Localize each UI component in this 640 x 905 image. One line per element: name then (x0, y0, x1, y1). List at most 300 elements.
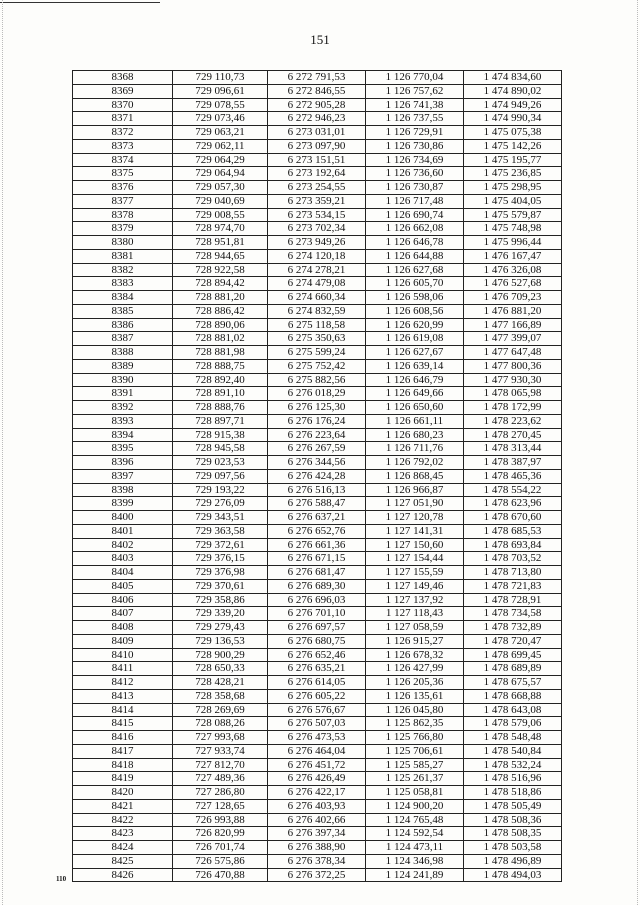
table-cell: 8404 (73, 566, 173, 580)
table-row (73, 786, 562, 800)
table-cell: 727 128,65 (173, 799, 268, 813)
coordinates-table (72, 70, 562, 882)
table-cell: 6 272 905,28 (268, 98, 366, 112)
table-cell: 1 127 058,59 (366, 621, 464, 635)
table-row (73, 401, 562, 415)
table-cell: 1 126 650,60 (366, 401, 464, 415)
table-cell: 1 476 167,47 (464, 249, 562, 263)
table-cell: 8415 (73, 717, 173, 731)
table-cell: 8388 (73, 346, 173, 360)
table-cell: 6 275 752,42 (268, 359, 366, 373)
table-cell: 1 126 662,08 (366, 222, 464, 236)
table-row (73, 621, 562, 635)
table-cell: 1 126 646,79 (366, 373, 464, 387)
table-cell: 6 276 267,59 (268, 442, 366, 456)
table-cell: 729 097,56 (173, 469, 268, 483)
table-cell: 728 881,98 (173, 346, 268, 360)
table-cell: 8383 (73, 277, 173, 291)
table-cell: 1 475 996,44 (464, 236, 562, 250)
table-row (73, 98, 562, 112)
table-cell: 1 478 675,57 (464, 676, 562, 690)
table-cell: 729 064,29 (173, 153, 268, 167)
table-cell: 6 276 507,03 (268, 717, 366, 731)
table-cell: 1 478 172,99 (464, 401, 562, 415)
table-cell: 6 276 422,17 (268, 786, 366, 800)
table-cell: 8425 (73, 854, 173, 868)
table-cell: 729 062,11 (173, 139, 268, 153)
table-row (73, 524, 562, 538)
table-cell: 6 276 018,29 (268, 387, 366, 401)
table-row (73, 552, 562, 566)
table-cell: 1 125 706,61 (366, 744, 464, 758)
table-cell: 6 275 599,24 (268, 346, 366, 360)
table-row (73, 139, 562, 153)
table-cell: 6 275 882,56 (268, 373, 366, 387)
table-row (73, 249, 562, 263)
table-cell: 729 376,98 (173, 566, 268, 580)
table-row (73, 648, 562, 662)
table-cell: 1 126 646,78 (366, 236, 464, 250)
table-cell: 1 126 620,99 (366, 318, 464, 332)
table-row (73, 222, 562, 236)
table-cell: 1 127 141,31 (366, 524, 464, 538)
table-cell: 6 274 479,08 (268, 277, 366, 291)
table-cell: 728 881,02 (173, 332, 268, 346)
table-row (73, 387, 562, 401)
table-cell: 728 650,33 (173, 662, 268, 676)
table-cell: 728 915,38 (173, 428, 268, 442)
table-cell: 6 276 681,47 (268, 566, 366, 580)
table-cell: 1 478 387,97 (464, 456, 562, 470)
table-row (73, 126, 562, 140)
table-cell: 1 478 494,03 (464, 868, 562, 882)
table-cell: 1 126 649,66 (366, 387, 464, 401)
table-cell: 729 023,53 (173, 456, 268, 470)
table-cell: 1 126 729,91 (366, 126, 464, 140)
table-cell: 1 127 120,78 (366, 511, 464, 525)
table-cell: 1 475 748,98 (464, 222, 562, 236)
table-cell: 1 478 548,48 (464, 731, 562, 745)
table-cell: 1 126 619,08 (366, 332, 464, 346)
table-cell: 726 701,74 (173, 841, 268, 855)
table-cell: 1 124 473,11 (366, 841, 464, 855)
table-row (73, 731, 562, 745)
table-cell: 6 276 680,75 (268, 634, 366, 648)
table-cell: 8377 (73, 194, 173, 208)
table-cell: 8375 (73, 167, 173, 181)
table-cell: 8373 (73, 139, 173, 153)
table-cell: 1 478 728,91 (464, 593, 562, 607)
table-cell: 8402 (73, 538, 173, 552)
table-cell: 1 126 598,06 (366, 291, 464, 305)
table-cell: 6 273 031,01 (268, 126, 366, 140)
table-cell: 6 273 097,90 (268, 139, 366, 153)
table-cell: 6 273 949,26 (268, 236, 366, 250)
table-cell: 1 478 518,86 (464, 786, 562, 800)
table-row (73, 497, 562, 511)
table-cell: 1 125 585,27 (366, 758, 464, 772)
table-cell: 8426 (73, 868, 173, 882)
table-cell: 1 478 693,84 (464, 538, 562, 552)
table-cell: 728 088,26 (173, 717, 268, 731)
table-cell: 6 276 652,46 (268, 648, 366, 662)
table-cell: 6 276 372,25 (268, 868, 366, 882)
table-cell: 8400 (73, 511, 173, 525)
table-cell: 6 273 151,51 (268, 153, 366, 167)
table-row (73, 359, 562, 373)
table-cell: 1 475 579,87 (464, 208, 562, 222)
table-cell: 6 276 635,21 (268, 662, 366, 676)
table-cell: 8389 (73, 359, 173, 373)
table-cell: 6 276 344,56 (268, 456, 366, 470)
table-cell: 6 276 473,53 (268, 731, 366, 745)
table-cell: 6 276 402,66 (268, 813, 366, 827)
table-row (73, 689, 562, 703)
table-cell: 729 376,15 (173, 552, 268, 566)
table-cell: 728 881,20 (173, 291, 268, 305)
table-cell: 1 475 404,05 (464, 194, 562, 208)
table-cell: 1 126 608,56 (366, 304, 464, 318)
top-rule (0, 2, 160, 3)
table-cell: 6 276 378,34 (268, 854, 366, 868)
table-cell: 1 126 770,04 (366, 71, 464, 85)
table-cell: 728 428,21 (173, 676, 268, 690)
table-cell: 729 370,61 (173, 579, 268, 593)
table-cell: 1 478 668,88 (464, 689, 562, 703)
table-cell: 1 478 313,44 (464, 442, 562, 456)
table-cell: 6 274 660,34 (268, 291, 366, 305)
table-cell: 6 276 176,24 (268, 414, 366, 428)
table-cell: 727 489,36 (173, 772, 268, 786)
table-row (73, 428, 562, 442)
table-row (73, 634, 562, 648)
table-cell: 1 478 496,89 (464, 854, 562, 868)
table-cell: 8412 (73, 676, 173, 690)
table-cell: 6 273 534,15 (268, 208, 366, 222)
table-cell: 729 136,53 (173, 634, 268, 648)
table-row (73, 346, 562, 360)
table-cell: 8395 (73, 442, 173, 456)
table-cell: 728 888,76 (173, 401, 268, 415)
table-cell: 1 125 766,80 (366, 731, 464, 745)
table-row (73, 854, 562, 868)
table-cell: 8393 (73, 414, 173, 428)
table-row (73, 304, 562, 318)
table-cell: 728 897,71 (173, 414, 268, 428)
table-cell: 1 126 915,27 (366, 634, 464, 648)
table-cell: 8387 (73, 332, 173, 346)
table-cell: 1 127 118,43 (366, 607, 464, 621)
table-cell: 6 276 701,10 (268, 607, 366, 621)
table-row (73, 607, 562, 621)
table-cell: 1 126 644,88 (366, 249, 464, 263)
table-cell: 6 272 946,23 (268, 112, 366, 126)
table-row (73, 208, 562, 222)
table-cell: 1 476 326,08 (464, 263, 562, 277)
table-cell: 8394 (73, 428, 173, 442)
table-cell: 1 126 661,11 (366, 414, 464, 428)
table-cell: 1 126 680,23 (366, 428, 464, 442)
table-cell: 8399 (73, 497, 173, 511)
table-cell: 6 276 689,30 (268, 579, 366, 593)
table-cell: 1 478 720,47 (464, 634, 562, 648)
table-cell: 729 339,20 (173, 607, 268, 621)
table-cell: 728 900,29 (173, 648, 268, 662)
table-row (73, 717, 562, 731)
table-cell: 6 276 576,67 (268, 703, 366, 717)
table-cell: 6 276 451,72 (268, 758, 366, 772)
table-cell: 8422 (73, 813, 173, 827)
table-cell: 1 126 730,87 (366, 181, 464, 195)
table-cell: 6 272 791,53 (268, 71, 366, 85)
table-cell: 6 276 223,64 (268, 428, 366, 442)
table-cell: 726 575,86 (173, 854, 268, 868)
table-cell: 1 475 075,38 (464, 126, 562, 140)
table-cell: 1 478 065,98 (464, 387, 562, 401)
table-cell: 6 276 661,36 (268, 538, 366, 552)
table-cell: 8409 (73, 634, 173, 648)
table-cell: 1 126 734,69 (366, 153, 464, 167)
table-cell: 728 886,42 (173, 304, 268, 318)
table-cell: 1 474 949,26 (464, 98, 562, 112)
table-cell: 727 286,80 (173, 786, 268, 800)
table-row (73, 167, 562, 181)
table-cell: 1 126 711,76 (366, 442, 464, 456)
table-cell: 8386 (73, 318, 173, 332)
table-cell: 8414 (73, 703, 173, 717)
table-cell: 8413 (73, 689, 173, 703)
table-cell: 1 478 540,84 (464, 744, 562, 758)
table-cell: 728 269,69 (173, 703, 268, 717)
table-row (73, 469, 562, 483)
table-cell: 1 475 298,95 (464, 181, 562, 195)
table-cell: 8376 (73, 181, 173, 195)
footer-mark: 110 (56, 875, 67, 883)
table-cell: 726 470,88 (173, 868, 268, 882)
table-cell: 8380 (73, 236, 173, 250)
table-cell: 6 274 278,21 (268, 263, 366, 277)
table-row (73, 703, 562, 717)
table-cell: 8398 (73, 483, 173, 497)
table-cell: 8384 (73, 291, 173, 305)
table-cell: 1 478 465,36 (464, 469, 562, 483)
table-cell: 728 358,68 (173, 689, 268, 703)
table-cell: 6 273 359,21 (268, 194, 366, 208)
table-row (73, 263, 562, 277)
table-row (73, 194, 562, 208)
table-cell: 6 276 426,49 (268, 772, 366, 786)
table-cell: 1 477 800,36 (464, 359, 562, 373)
table-cell: 6 276 671,15 (268, 552, 366, 566)
table-cell: 1 478 270,45 (464, 428, 562, 442)
table-cell: 1 127 149,46 (366, 579, 464, 593)
table-cell: 6 276 388,90 (268, 841, 366, 855)
table-row (73, 676, 562, 690)
table-row (73, 112, 562, 126)
table-cell: 1 124 592,54 (366, 827, 464, 841)
table-cell: 727 993,68 (173, 731, 268, 745)
table-cell: 1 126 678,32 (366, 648, 464, 662)
table-cell: 8382 (73, 263, 173, 277)
table-cell: 1 127 137,92 (366, 593, 464, 607)
table-cell: 1 474 834,60 (464, 71, 562, 85)
table-cell: 1 126 427,99 (366, 662, 464, 676)
table-row (73, 799, 562, 813)
table-cell: 8391 (73, 387, 173, 401)
table-row (73, 332, 562, 346)
table-row (73, 758, 562, 772)
table-row (73, 579, 562, 593)
table-cell: 1 478 223,62 (464, 414, 562, 428)
table-row (73, 153, 562, 167)
table-cell: 1 478 579,06 (464, 717, 562, 731)
table-cell: 8418 (73, 758, 173, 772)
table-cell: 8423 (73, 827, 173, 841)
table-cell: 729 063,21 (173, 126, 268, 140)
table-cell: 8374 (73, 153, 173, 167)
table-cell: 728 974,70 (173, 222, 268, 236)
table-cell: 1 477 399,07 (464, 332, 562, 346)
table-cell: 728 890,06 (173, 318, 268, 332)
table-cell: 1 478 699,45 (464, 648, 562, 662)
table-cell: 1 126 627,68 (366, 263, 464, 277)
table-cell: 1 125 862,35 (366, 717, 464, 731)
table-row (73, 868, 562, 882)
table-cell: 1 478 732,89 (464, 621, 562, 635)
table-row (73, 662, 562, 676)
table-cell: 1 126 627,67 (366, 346, 464, 360)
table-cell: 1 126 736,60 (366, 167, 464, 181)
table-cell: 728 888,75 (173, 359, 268, 373)
table-cell: 1 477 930,30 (464, 373, 562, 387)
table-cell: 8419 (73, 772, 173, 786)
table-cell: 6 276 125,30 (268, 401, 366, 415)
table-cell: 8411 (73, 662, 173, 676)
table-cell: 6 272 846,55 (268, 84, 366, 98)
table-row (73, 373, 562, 387)
table-cell: 729 078,55 (173, 98, 268, 112)
table-cell: 1 478 689,89 (464, 662, 562, 676)
table-cell: 1 478 554,22 (464, 483, 562, 497)
table-cell: 1 478 685,53 (464, 524, 562, 538)
table-cell: 6 276 516,13 (268, 483, 366, 497)
table-cell: 8421 (73, 799, 173, 813)
table-cell: 729 008,55 (173, 208, 268, 222)
table-cell: 1 126 757,62 (366, 84, 464, 98)
table-cell: 8417 (73, 744, 173, 758)
table-cell: 1 124 900,20 (366, 799, 464, 813)
table-row (73, 483, 562, 497)
table-cell: 8406 (73, 593, 173, 607)
table-row (73, 277, 562, 291)
table-cell: 8370 (73, 98, 173, 112)
table-row (73, 318, 562, 332)
table-cell: 8403 (73, 552, 173, 566)
table-row (73, 841, 562, 855)
table-cell: 1 478 643,08 (464, 703, 562, 717)
table-cell: 727 933,74 (173, 744, 268, 758)
table-cell: 1 126 717,48 (366, 194, 464, 208)
table-cell: 1 126 205,36 (366, 676, 464, 690)
table-row (73, 71, 562, 85)
table-cell: 727 812,70 (173, 758, 268, 772)
table-cell: 6 274 832,59 (268, 304, 366, 318)
table-cell: 728 944,65 (173, 249, 268, 263)
table-cell: 1 474 890,02 (464, 84, 562, 98)
table-row (73, 442, 562, 456)
table-cell: 6 276 652,76 (268, 524, 366, 538)
table-cell: 726 993,88 (173, 813, 268, 827)
table-cell: 729 040,69 (173, 194, 268, 208)
table-cell: 728 951,81 (173, 236, 268, 250)
table-cell: 8396 (73, 456, 173, 470)
table-cell: 8381 (73, 249, 173, 263)
table-cell: 1 476 527,68 (464, 277, 562, 291)
table-cell: 729 096,61 (173, 84, 268, 98)
table-cell: 8401 (73, 524, 173, 538)
right-edge-line (637, 0, 638, 905)
table-cell: 1 127 051,90 (366, 497, 464, 511)
left-edge-line (2, 0, 3, 905)
table-cell: 8379 (73, 222, 173, 236)
table-cell: 8397 (73, 469, 173, 483)
table-cell: 1 124 765,48 (366, 813, 464, 827)
table-cell: 1 477 166,89 (464, 318, 562, 332)
table-cell: 6 276 403,93 (268, 799, 366, 813)
table-cell: 729 279,43 (173, 621, 268, 635)
table-cell: 8392 (73, 401, 173, 415)
table-cell: 6 275 118,58 (268, 318, 366, 332)
table-cell: 729 193,22 (173, 483, 268, 497)
table-cell: 729 057,30 (173, 181, 268, 195)
table-cell: 1 475 142,26 (464, 139, 562, 153)
page-number: 151 (310, 32, 330, 47)
table-cell: 1 124 346,98 (366, 854, 464, 868)
table-cell: 1 475 195,77 (464, 153, 562, 167)
table-cell: 729 343,51 (173, 511, 268, 525)
table-cell: 8371 (73, 112, 173, 126)
table-cell: 8407 (73, 607, 173, 621)
table-cell: 728 892,40 (173, 373, 268, 387)
table-cell: 729 363,58 (173, 524, 268, 538)
table-cell: 1 126 741,38 (366, 98, 464, 112)
table-cell: 1 126 737,55 (366, 112, 464, 126)
table-cell: 8390 (73, 373, 173, 387)
table-cell: 8424 (73, 841, 173, 855)
table-cell: 729 358,86 (173, 593, 268, 607)
table-cell: 1 478 516,96 (464, 772, 562, 786)
table-row (73, 593, 562, 607)
table-cell: 1 478 670,60 (464, 511, 562, 525)
table-cell: 1 124 241,89 (366, 868, 464, 882)
table-cell: 8420 (73, 786, 173, 800)
table-cell: 1 476 881,20 (464, 304, 562, 318)
table-cell: 8405 (73, 579, 173, 593)
table-row (73, 456, 562, 470)
table-cell: 8410 (73, 648, 173, 662)
table-cell: 8416 (73, 731, 173, 745)
table-cell: 8378 (73, 208, 173, 222)
table-row (73, 538, 562, 552)
table-row (73, 744, 562, 758)
table-cell: 1 125 261,37 (366, 772, 464, 786)
table-cell: 8368 (73, 71, 173, 85)
table-cell: 1 126 045,80 (366, 703, 464, 717)
table-row (73, 236, 562, 250)
table-cell: 6 276 464,04 (268, 744, 366, 758)
table-cell: 1 476 709,23 (464, 291, 562, 305)
table-cell: 728 945,58 (173, 442, 268, 456)
